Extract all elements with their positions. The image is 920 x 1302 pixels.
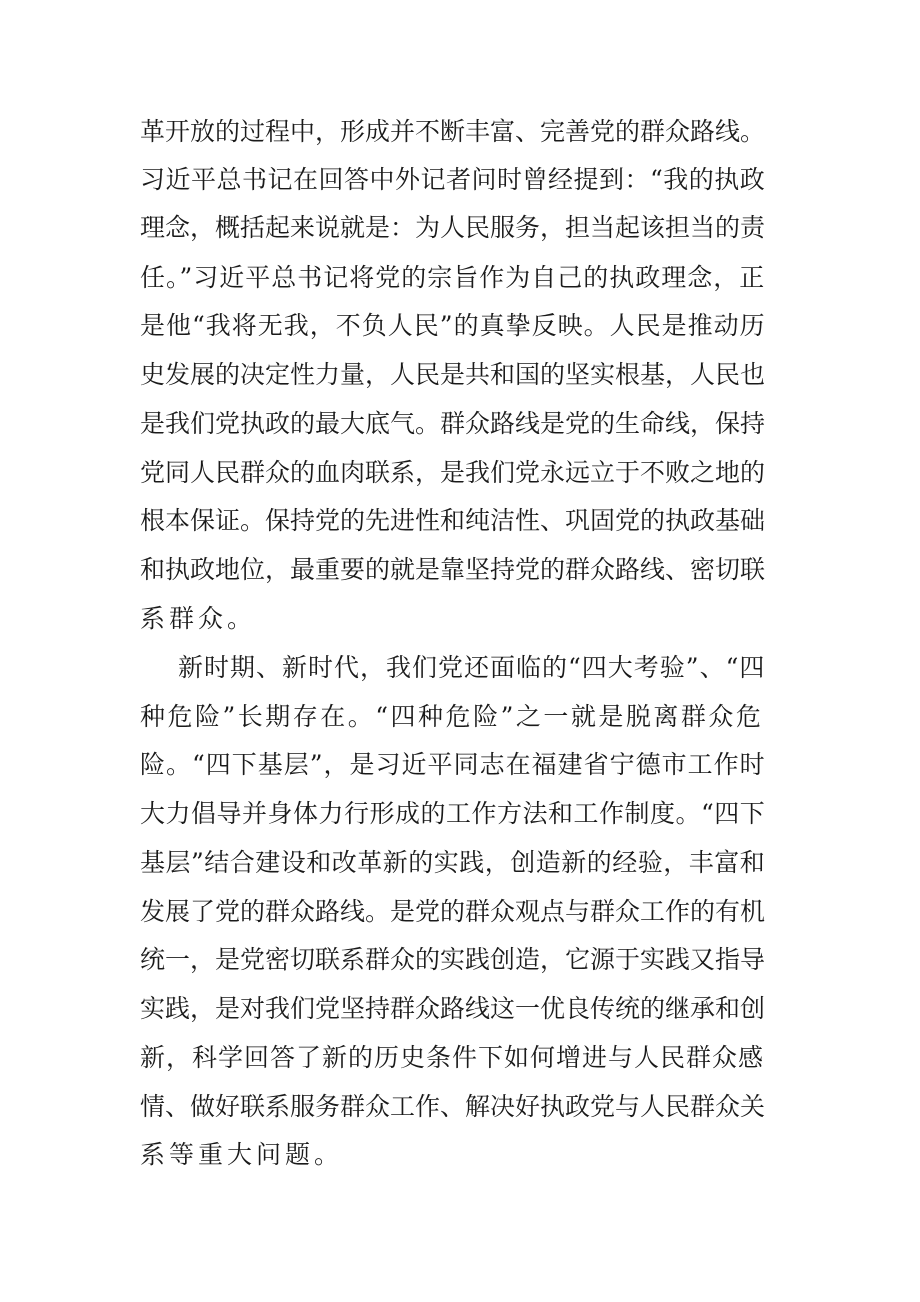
text-line: 革开放的过程中，形成并不断丰富、完善党的群众路线。 <box>140 117 766 146</box>
text-line: 和执政地位，最重要的就是靠坚持党的群众路线、密切联 <box>140 555 766 584</box>
text-line: 是他“我将无我，不负人民”的真挚反映。人民是推动历 <box>140 311 766 340</box>
text-line: 新，科学回答了新的历史条件下如何增进与人民群众感 <box>140 1043 765 1072</box>
text-line: 基层”结合建设和改革新的实践，创造新的经验，丰富和 <box>140 848 766 877</box>
text-line: 根本保证。保持党的先进性和纯洁性、巩固党的执政基础 <box>140 506 766 535</box>
text-line: 系群众。 <box>140 604 257 633</box>
text-line: 史发展的决定性力量，人民是共和国的坚实根基，人民也 <box>140 360 766 389</box>
text-line: 发展了党的群众路线。是党的群众观点与群众工作的有机 <box>140 897 766 926</box>
text-line: 实践，是对我们党坚持群众路线这一优良传统的继承和创 <box>140 994 766 1023</box>
text-line: 理念，概括起来说就是：为人民服务，担当起该担当的责 <box>140 213 766 242</box>
text-line: 大力倡导并身体力行形成的工作方法和工作制度。“四下 <box>140 799 766 828</box>
text-line: 习近平总书记在回答中外记者问时曾经提到：“我的执政 <box>140 165 766 194</box>
text-line: 种危险”长期存在。“四种危险”之一就是脱离群众危 <box>140 702 764 731</box>
text-line: 新时期、新时代，我们党还面临的“四大考验”、“四 <box>178 653 766 682</box>
text-line: 是我们党执政的最大底气。群众路线是党的生命线，保持 <box>140 409 766 438</box>
text-line: 统一，是党密切联系群众的实践创造，它源于实践又指导 <box>140 945 766 974</box>
text-line: 任。”习近平总书记将党的宗旨作为自己的执政理念，正 <box>140 263 766 292</box>
text-line: 险。“四下基层”，是习近平同志在福建省宁德市工作时 <box>140 750 766 779</box>
text-line: 党同人民群众的血肉联系，是我们党永远立于不败之地的 <box>140 458 766 487</box>
text-line: 情、做好联系服务群众工作、解决好执政党与人民群众关 <box>140 1092 766 1121</box>
text-line: 系等重大问题。 <box>140 1140 344 1169</box>
